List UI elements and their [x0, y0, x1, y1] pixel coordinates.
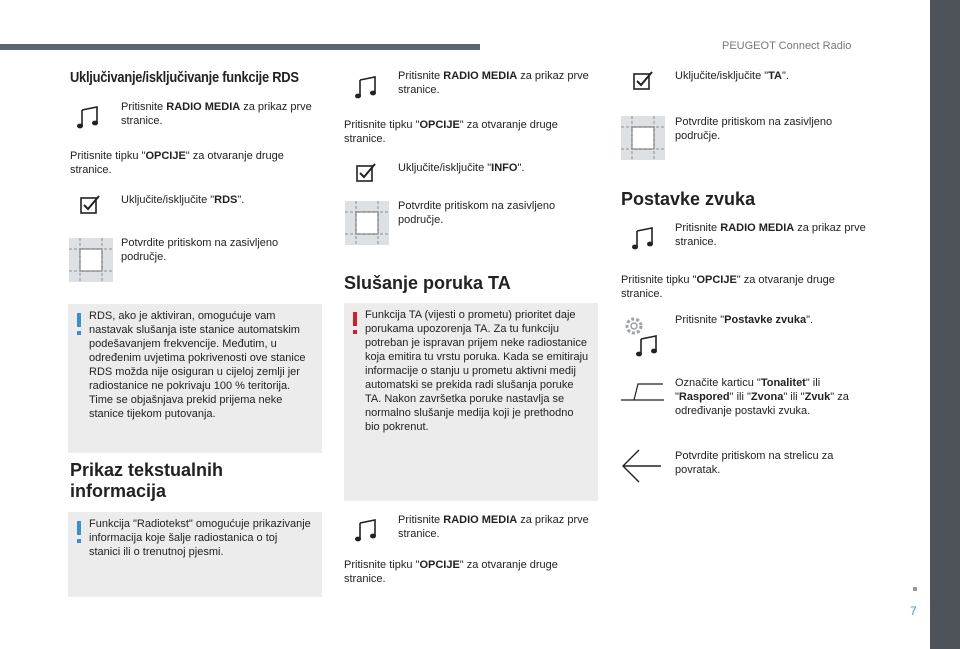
checkbox-icon	[356, 161, 378, 183]
touch-area-icon	[345, 201, 389, 245]
tab-icon	[620, 380, 664, 404]
section-heading-ta: Slušanje poruka TA	[344, 273, 511, 293]
info-note	[68, 512, 322, 597]
info-bar	[77, 313, 81, 327]
step-text: Pritisnite RADIO MEDIA za prikaz prve stranice.	[398, 514, 589, 540]
step-text: Pritisnite RADIO MEDIA za prikaz prve stranice.	[675, 222, 866, 248]
step-text: Pritisnite tipku "OPCIJE" za otvaranje druge stranice.	[344, 559, 558, 585]
checkbox-icon	[80, 193, 102, 215]
section-heading-sound: Postavke zvuka	[621, 189, 756, 209]
step-text: Pritisnite tipku "OPCIJE" za otvaranje druge stranice.	[70, 150, 284, 176]
step-text: Uključite/isključite "TA".	[675, 70, 789, 82]
note-text: RDS, ako je aktiviran, omogućuje vam nastavak slušanja iste stanice automatskim podešavanjem frekvencije. Međutim, u određenim uvjetima pokrivenosti ove stanice RDS možda nije osiguran u cijeloj zemlji jer radiostanice ne pokrivaju 100 % teritorija. Time se objašnjava prekid prijema neke stanice tijekom putovanja.	[89, 310, 306, 420]
music-note-icon	[631, 225, 657, 251]
music-note-icon	[354, 74, 380, 100]
top-rule	[0, 44, 480, 50]
step-text: Pritisnite RADIO MEDIA za prikaz prve stranice.	[398, 70, 589, 96]
side-tab	[930, 0, 960, 649]
page-marker	[913, 587, 917, 591]
info-note	[68, 304, 322, 453]
step-text: Potvrdite pritiskom na strelicu za povratak.	[675, 450, 834, 476]
step-text: Pritisnite tipku "OPCIJE" za otvaranje druge stranice.	[621, 274, 835, 300]
warning-note	[344, 303, 598, 501]
info-bar	[77, 521, 81, 535]
step-text: Potvrdite pritiskom na zasivljeno područje.	[675, 116, 833, 142]
step-text: Uključite/isključite "INFO".	[398, 162, 525, 174]
step-text: Pritisnite RADIO MEDIA za prikaz prve stranice.	[121, 101, 312, 127]
touch-area-icon	[69, 238, 113, 282]
note-text: Funkcija "Radiotekst" omogućuje prikazivanje informacija koje šalje radiostanica o toj stanici ili o trenutnoj pjesmi.	[89, 518, 311, 558]
info-dot	[77, 331, 81, 335]
page-number: 7	[910, 604, 917, 618]
step-text: Označite karticu "Tonalitet" ili "Raspored" ili "Zvona" ili "Zvuk" za određivanje postavki zvuka.	[675, 377, 849, 417]
note-text: Funkcija TA (vijesti o prometu) prioritet daje porukama upozorenja TA. Za tu funkciju potreban je ispravan prijem neke radiostanice koja emitira tu vrstu poruka. Kada se emitiraju informacije o stanju u prometu aktivni medij automatski se prekida radi slušanja poruke TA. Nakon završetka poruke nastavlja se normalno slušanje medija koji je prethodno bio pokrenut.	[365, 309, 589, 433]
step-text: Pritisnite tipku "OPCIJE" za otvaranje druge stranice.	[344, 119, 558, 145]
back-arrow-icon	[621, 448, 661, 484]
header-title: PEUGEOT Connect Radio	[722, 40, 852, 52]
step-text: Pritisnite "Postavke zvuka".	[675, 314, 814, 326]
section-heading-radiotext: Prikaz tekstualnih informacija	[70, 460, 224, 501]
step-text: Potvrdite pritiskom na zasivljeno područje.	[398, 200, 556, 226]
settings-music-icon	[623, 315, 661, 357]
touch-area-icon	[621, 116, 665, 160]
warning-bar	[353, 312, 357, 326]
step-text: Uključite/isključite "RDS".	[121, 194, 245, 206]
music-note-icon	[354, 517, 380, 543]
section-heading-rds: Uključivanje/isključivanje funkcije RDS	[70, 69, 299, 86]
checkbox-icon	[633, 69, 655, 91]
info-dot	[77, 539, 81, 543]
warning-dot	[353, 330, 357, 334]
music-note-icon	[76, 104, 102, 130]
step-text: Potvrdite pritiskom na zasivljeno područje.	[121, 237, 279, 263]
